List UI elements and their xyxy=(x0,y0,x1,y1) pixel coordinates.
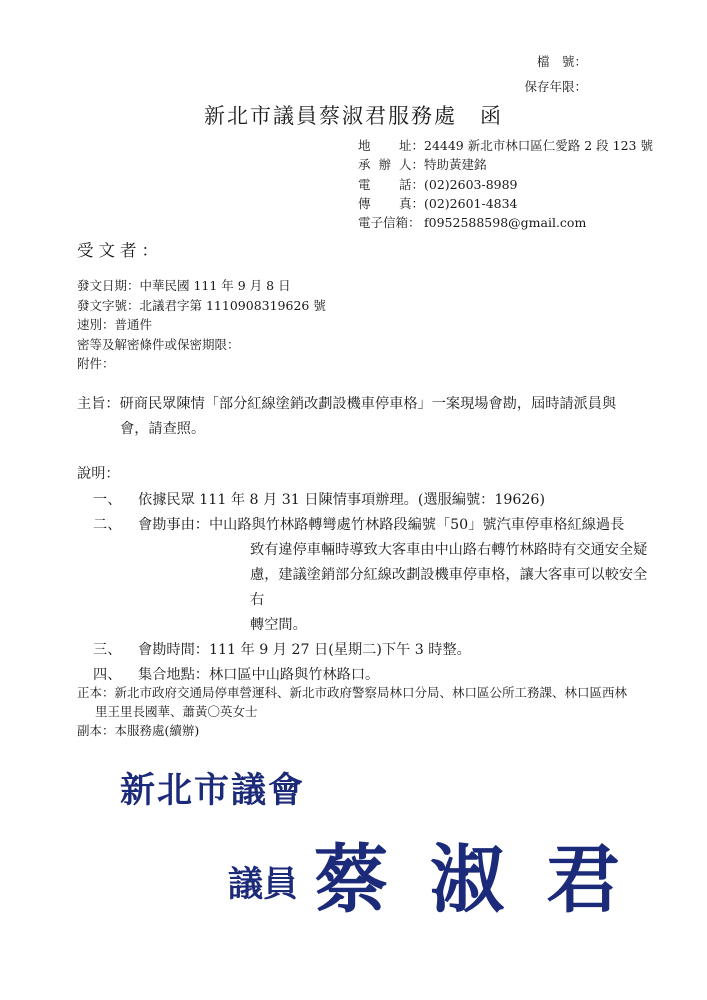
item-number: 二、 xyxy=(93,517,122,533)
item-number: 三、 xyxy=(93,642,122,658)
item-label: 會勘時間： xyxy=(138,642,209,658)
item-text: 林口區中山路與竹林路口。 xyxy=(208,667,380,683)
explanation-items xyxy=(93,488,658,688)
attachment-label: 附件： xyxy=(77,356,115,371)
handler-value: 特助黃建銘 xyxy=(424,157,487,173)
email-value: f0952588598@gmail.com xyxy=(424,215,587,231)
retention-period-label: 保存年限： xyxy=(524,79,587,94)
distribution-block xyxy=(77,683,687,740)
contact-label: 電子信箱： xyxy=(358,215,421,231)
item-text: 111 年 9 月 27 日(星期二)下午 3 時整。 xyxy=(208,642,471,658)
contact-block xyxy=(358,136,653,232)
security-level: 密等及解密條件或保密期限： xyxy=(77,336,240,352)
item-text: 慮，建議塗銷部分紅線改劃設機車停車格，讓大客車可以較安全右 xyxy=(250,567,648,608)
contact-label: 電 話： xyxy=(358,176,424,192)
reference-number: 發文字號：北議君字第 1110908319626 號 xyxy=(77,297,326,313)
seal-organization: 新北市議會 xyxy=(120,770,306,811)
issue-date: 發文日期：中華民國 111 年 9 月 8 日 xyxy=(77,278,291,293)
item-text: 中山路與竹林路轉彎處竹林路段編號「50」號汽車停車格紅線過長 xyxy=(208,517,625,533)
contact-handler xyxy=(358,155,653,174)
item-label: 集合地點： xyxy=(138,667,209,683)
contact-email xyxy=(358,213,653,232)
explanation-item-2 xyxy=(93,513,658,638)
contact-fax xyxy=(358,194,653,213)
copy-recipients: 副本：本服務處(續辦) xyxy=(77,723,200,738)
contact-address xyxy=(358,136,653,155)
original-recipients: 正本：新北市政府交通局停車營運科、新北市政府警察局林口分局、林口區公所工務課、林口區西林 xyxy=(77,685,628,700)
seal-name: 蔡淑君 xyxy=(314,837,662,923)
document-title: 新北市議員蔡淑君服務處 函 xyxy=(204,104,503,128)
phone-value: (02)2603-8989 xyxy=(424,176,518,192)
item-label: 會勘事由： xyxy=(138,517,209,533)
subject-block xyxy=(77,392,677,442)
contact-label: 傳 真： xyxy=(358,195,424,211)
explanation-item-1 xyxy=(93,488,658,513)
address-value: 24449 新北市林口區仁愛路 2 段 123 號 xyxy=(424,138,653,153)
seal-role: 議員 xyxy=(228,864,299,905)
contact-label: 地 址： xyxy=(358,138,424,153)
contact-phone xyxy=(358,175,653,194)
item-body xyxy=(138,638,658,663)
contact-label: 承 辦 人： xyxy=(358,157,424,173)
explanation-item-3 xyxy=(93,638,658,663)
subject-line: 會，請查照。 xyxy=(120,421,206,437)
item-text: 致有違停車輛時導致大客車由中山路右轉竹林路時有交通安全疑 xyxy=(250,542,648,558)
item-text: 依據民眾 111 年 8 月 31 日陳情事項辦理。(選服編號：19626) xyxy=(138,492,545,508)
fax-value: (02)2601-4834 xyxy=(424,195,518,211)
speed-class: 速別：普通件 xyxy=(77,317,153,332)
explanation-heading: 說明： xyxy=(77,466,120,482)
original-recipients-cont: 里王里長國華、蕭黃〇英女士 xyxy=(95,704,258,719)
subject-line: 主旨：研商民眾陳情「部分紅線塗銷改劃設機車停車格」一案現場會勘，屆時請派員與 xyxy=(77,396,617,412)
recipient-label: 受文者： xyxy=(77,241,163,260)
item-text: 轉空間。 xyxy=(250,617,307,633)
item-number: 四、 xyxy=(93,667,122,683)
item-number: 一、 xyxy=(93,492,122,508)
file-number-label: 檔 號： xyxy=(536,54,587,69)
item-body xyxy=(138,513,658,638)
meta-block xyxy=(77,276,326,374)
